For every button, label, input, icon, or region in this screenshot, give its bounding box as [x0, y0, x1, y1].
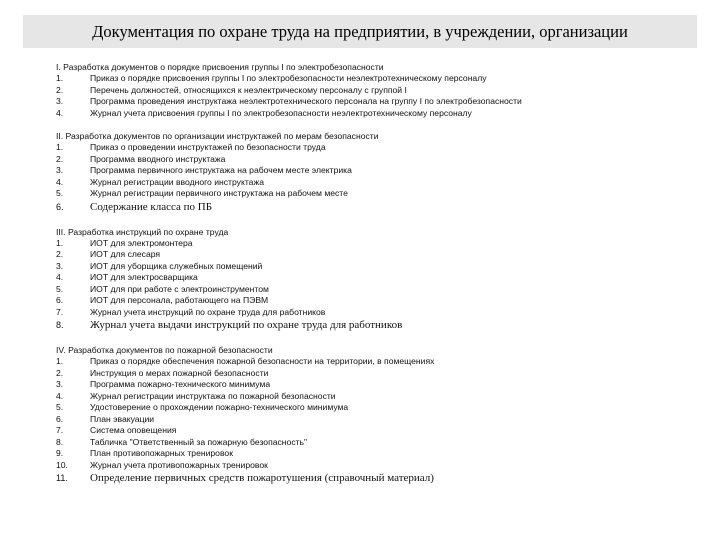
- list-item: [56, 177, 706, 189]
- item-number: 6.: [56, 295, 64, 305]
- list-item: [56, 165, 706, 177]
- item-text: Журнал регистрации инструктажа по пожарной безопасности: [90, 390, 336, 401]
- list-item: [56, 142, 706, 154]
- item-text: Журнал учета выдачи инструкций по охране труда для работников: [90, 319, 403, 331]
- list-item: [56, 188, 706, 200]
- item-text: Перечень должностей, относящихся к неэлектрическому персоналу с группой I: [90, 84, 407, 95]
- item-text: ИОТ для уборщика служебных помещений: [90, 260, 263, 271]
- list-item: [56, 200, 706, 215]
- item-text: Приказ о порядке присвоения группы I по электробезопасности неэлектротехническому персоналу: [90, 73, 487, 83]
- list-item: [56, 379, 706, 391]
- item-number: 5.: [56, 188, 64, 198]
- list-item: [56, 318, 706, 333]
- item-number: 6.: [56, 201, 64, 212]
- item-number: 1.: [56, 142, 64, 152]
- section-4: [56, 344, 706, 486]
- list-item: [56, 460, 706, 472]
- list-item: [56, 402, 706, 414]
- item-text: Программа вводного инструктажа: [90, 153, 226, 164]
- item-number: 8.: [56, 436, 64, 447]
- item-text: ИОТ для при работе с электроинструментом: [90, 283, 269, 294]
- list-item: [56, 356, 706, 368]
- list-item: [56, 249, 706, 261]
- item-number: 3.: [56, 96, 64, 106]
- list-item: [56, 238, 706, 250]
- list-item: [56, 284, 706, 296]
- item-text: План противопожарных тренировок: [90, 448, 233, 458]
- list-item: [56, 368, 706, 380]
- item-text: Программа первичного инструктажа на рабочем месте электрика: [90, 165, 352, 175]
- item-number: 2.: [56, 84, 64, 95]
- item-number: 4.: [56, 176, 64, 187]
- section-header: II. Разработка документов по организации инструктажей по мерам безопасности: [56, 131, 379, 141]
- item-number: 7.: [56, 425, 64, 435]
- item-number: 5.: [56, 402, 64, 412]
- item-number: 10.: [56, 459, 68, 470]
- item-number: 1.: [56, 237, 64, 248]
- item-text: Приказ о проведении инструктажей по безопасности труда: [90, 142, 326, 152]
- page-title: Документация по охране труда на предприятии, в учреждении, организации: [92, 21, 628, 41]
- item-number: 3.: [56, 260, 64, 271]
- list-item: [56, 261, 706, 273]
- item-number: 1.: [56, 73, 64, 83]
- item-number: 2.: [56, 367, 64, 378]
- item-text: ИОТ для слесаря: [90, 249, 161, 259]
- item-text: ИОТ для электромонтера: [90, 237, 193, 248]
- item-number: 2.: [56, 153, 64, 164]
- list-item: [56, 437, 706, 449]
- item-text: ИОТ для электросварщика: [90, 272, 198, 282]
- list-item: [56, 272, 706, 284]
- item-number: 3.: [56, 165, 64, 175]
- list-item: [56, 96, 706, 108]
- item-text: Табличка "Ответственный за пожарную безопасность": [90, 436, 308, 447]
- section-2: [56, 130, 706, 215]
- item-text: План эвакуации: [90, 413, 155, 424]
- list-item: [56, 295, 706, 307]
- list-item: [56, 391, 706, 403]
- item-text: Определение первичных средств пожаротушения (справочный материал): [90, 472, 434, 484]
- item-number: 4.: [56, 272, 64, 282]
- item-number: 1.: [56, 356, 64, 366]
- item-number: 7.: [56, 306, 64, 317]
- item-text: Программа проведения инструктажа неэлектротехнического персонала на группу I по электробезопасности: [90, 96, 522, 106]
- list-item: [56, 108, 706, 120]
- item-text: Удостоверение о прохождении пожарно-технического минимума: [90, 402, 349, 412]
- document-body: [56, 61, 706, 497]
- section-3: [56, 226, 706, 334]
- list-item: [56, 471, 706, 486]
- item-text: Инструкция о мерах пожарной безопасности: [90, 367, 269, 378]
- item-text: Система оповещения: [90, 425, 177, 435]
- item-text: Программа пожарно-технического минимума: [90, 379, 271, 389]
- item-number: 3.: [56, 379, 64, 389]
- section-header: IV. Разработка документов по пожарной безопасности: [56, 345, 273, 355]
- list-item: [56, 154, 706, 166]
- item-text: Журнал регистрации вводного инструктажа: [90, 176, 264, 187]
- item-number: 6.: [56, 413, 64, 424]
- item-number: 9.: [56, 448, 64, 458]
- item-text: Приказ о порядке обеспечения пожарной безопасности на территории, в помещениях: [90, 356, 435, 366]
- list-item: [56, 425, 706, 437]
- section-header: III. Разработка инструкций по охране труда: [56, 226, 229, 237]
- item-text: Журнал учета присвоения группы I по электробезопасности неэлектротехническому персоналу: [90, 107, 472, 118]
- item-number: 2.: [56, 249, 64, 259]
- item-text: Журнал регистрации первичного инструктажа на рабочем месте: [90, 188, 348, 198]
- item-text: Журнал учета инструкций по охране труда для работников: [90, 306, 326, 317]
- section-1: [56, 61, 706, 119]
- list-item: [56, 448, 706, 460]
- list-item: [56, 307, 706, 319]
- item-number: 5.: [56, 283, 64, 294]
- item-text: ИОТ для персонала, работающего на ПЭВМ: [90, 295, 269, 305]
- item-number: 4.: [56, 390, 64, 401]
- list-item: [56, 73, 706, 85]
- list-item: [56, 85, 706, 97]
- section-header: I. Разработка документов о порядке присвоения группы I по электробезопасности: [56, 62, 384, 72]
- title-bar: [23, 15, 697, 48]
- item-text: Журнал учета противопожарных тренировок: [90, 459, 268, 470]
- item-number: 4.: [56, 107, 64, 118]
- item-text: Содержание класса по ПБ: [90, 200, 213, 213]
- list-item: [56, 414, 706, 426]
- item-number: 11.: [56, 473, 68, 483]
- item-number: 8.: [56, 320, 64, 330]
